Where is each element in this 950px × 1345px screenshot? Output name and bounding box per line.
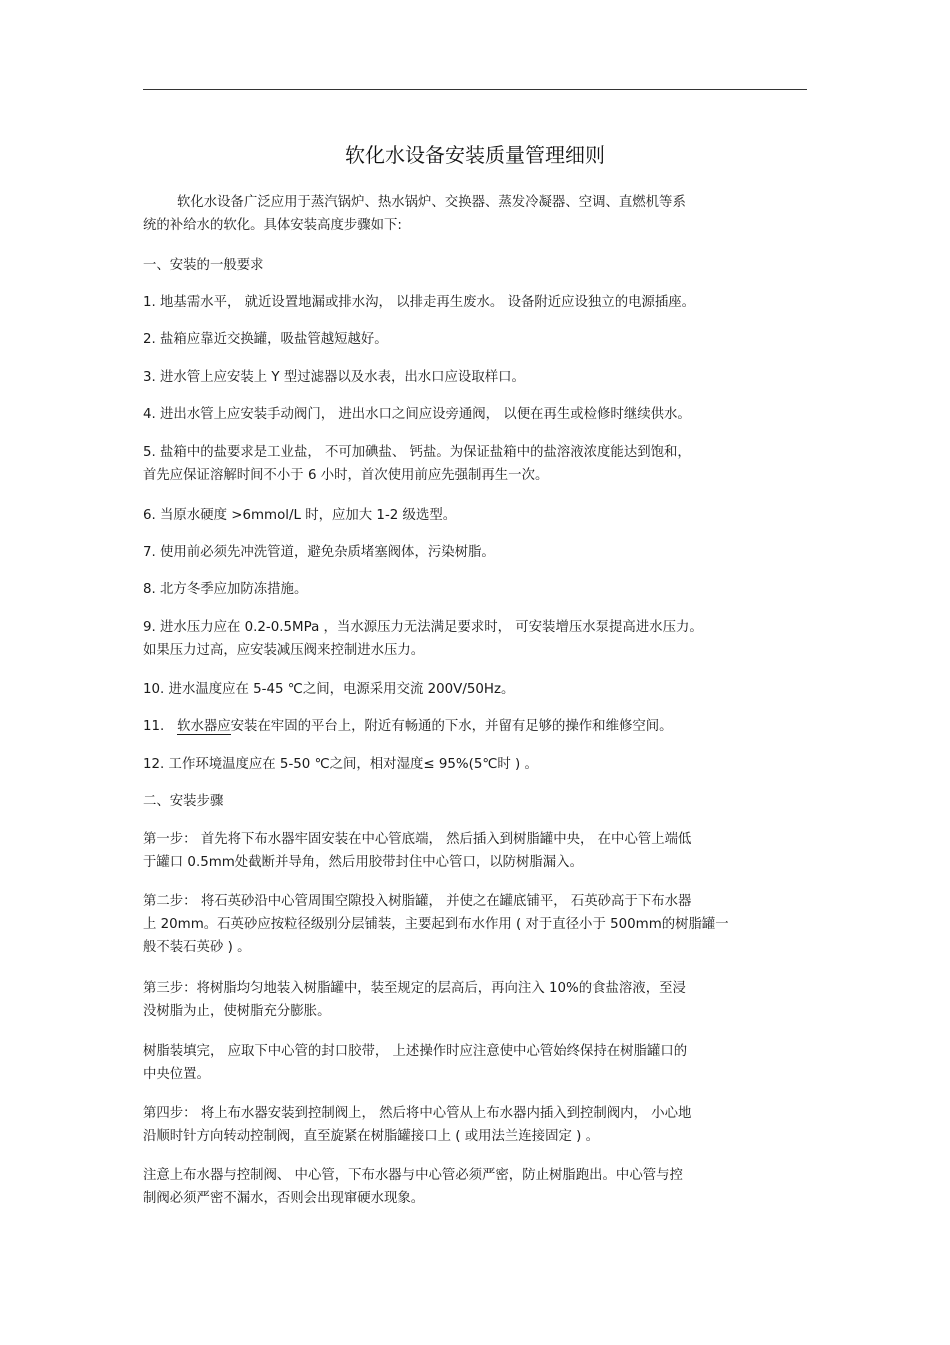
requirement-9 [143,616,813,662]
requirement-11 [143,715,813,738]
step-3-line-1: 第三步：将树脂均匀地装入树脂罐中，装至规定的层高后，再向注入 10%的食盐溶液，至浸 [143,981,686,996]
step-3-line-2: 没树脂为止，使树脂充分膨胀。 [143,1004,331,1019]
intro-paragraph [143,191,813,237]
step-2-line-3: 般不装石英砂 ) 。 [143,940,251,955]
resin-note [143,1040,813,1086]
step-2-line-2: 上 20mm。石英砂应按粒径级别分层铺装，主要起到布水作用 ( 对于直径小于 500mm的树脂罐一 [143,917,729,932]
requirement-7: 7. 使用前必须先冲洗管道，避免杂质堵塞阀体，污染树脂。 [143,545,495,560]
requirement-9-line-2: 如果压力过高，应安装减压阀来控制进水压力。 [143,643,425,658]
requirement-2: 2. 盐箱应靠近交换罐，吸盐管越短越好。 [143,332,388,347]
final-note-line-2: 制阀必须严密不漏水，否则会出现窜硬水现象。 [143,1191,425,1206]
requirement-5-line-2: 首先应保证溶解时间不小于 6 小时，首次使用前应先强制再生一次。 [143,468,549,483]
step-2 [143,890,813,959]
intro-line-2: 统的补给水的软化。具体安装高度步骤如下: [143,218,402,233]
step-2-line-1: 第二步： 将石英砂沿中心管周围空隙投入树脂罐， 并使之在罐底铺平， 石英砂高于下布水器 [143,894,692,909]
step-1 [143,828,813,874]
resin-note-line-1: 树脂装填完， 应取下中心管的封口胶带， 上述操作时应注意使中心管始终保持在树脂罐口的 [143,1044,688,1059]
requirement-3: 3. 进水管上应安装上 Y 型过滤器以及水表，出水口应设取样口。 [143,370,525,385]
requirement-5-line-1: 5. 盐箱中的盐要求是工业盐， 不可加碘盐、 钙盐。为保证盐箱中的盐溶液浓度能达到饱和， [143,445,691,460]
requirement-6: 6. 当原水硬度 >6mmol/L 时，应加大 1-2 级选型。 [143,508,457,523]
section-1-heading: 一、安装的一般要求 [143,258,264,273]
final-note-line-1: 注意上布水器与控制阀、 中心管，下布水器与中心管必须严密，防止树脂跑出。中心管与控 [143,1168,683,1183]
requirement-1: 1. 地基需水平， 就近设置地漏或排水沟， 以排走再生废水。 设备附近应设独立的电源插座。 [143,295,696,310]
step-4 [143,1102,813,1148]
requirement-10: 10. 进水温度应在 5-45 ℃之间，电源采用交流 200V/50Hz。 [143,682,515,697]
requirement-5 [143,441,813,487]
document-title: 软化水设备安装质量管理细则 [345,143,605,167]
requirement-11-rest: 安装在牢固的平台上，附近有畅通的下水，并留有足够的操作和维修空间。 [230,719,673,734]
requirement-8: 8. 北方冬季应加防冻措施。 [143,582,308,597]
section-2-heading: 二、安装步骤 [143,794,224,809]
final-note [143,1164,813,1210]
step-1-line-2: 于罐口 0.5mm处截断并导角，然后用胶带封住中心管口，以防树脂漏入。 [143,855,583,870]
resin-note-line-2: 中央位置。 [143,1067,210,1082]
header-rule [143,89,807,90]
step-4-line-1: 第四步： 将上布水器安装到控制阀上， 然后将中心管从上布水器内插入到控制阀内， 小心地 [143,1106,692,1121]
step-3 [143,977,813,1023]
requirement-11-underlined: 软水器应 [177,719,231,734]
step-1-line-1: 第一步： 首先将下布水器牢固安装在中心管底端， 然后插入到树脂罐中央， 在中心管上端低 [143,832,692,847]
step-4-line-2: 沿顺时针方向转动控制阀，直至旋紧在树脂罐接口上 ( 或用法兰连接固定 ) 。 [143,1129,599,1144]
requirement-12: 12. 工作环境温度应在 5-50 ℃之间，相对湿度≤ 95%(5℃时 ) 。 [143,757,538,772]
requirement-11-prefix: 11. [143,719,178,734]
requirement-4: 4. 进出水管上应安装手动阀门， 进出水口之间应设旁通阀， 以便在再生或检修时继续供水。 [143,407,691,422]
requirement-9-line-1: 9. 进水压力应在 0.2-0.5MPa ，当水源压力无法满足要求时， 可安装增压水泵提高进水压力。 [143,620,703,635]
intro-line-1: 软化水设备广泛应用于蒸汽锅炉、热水锅炉、交换器、蒸发冷凝器、空调、直燃机等系 [177,195,686,210]
